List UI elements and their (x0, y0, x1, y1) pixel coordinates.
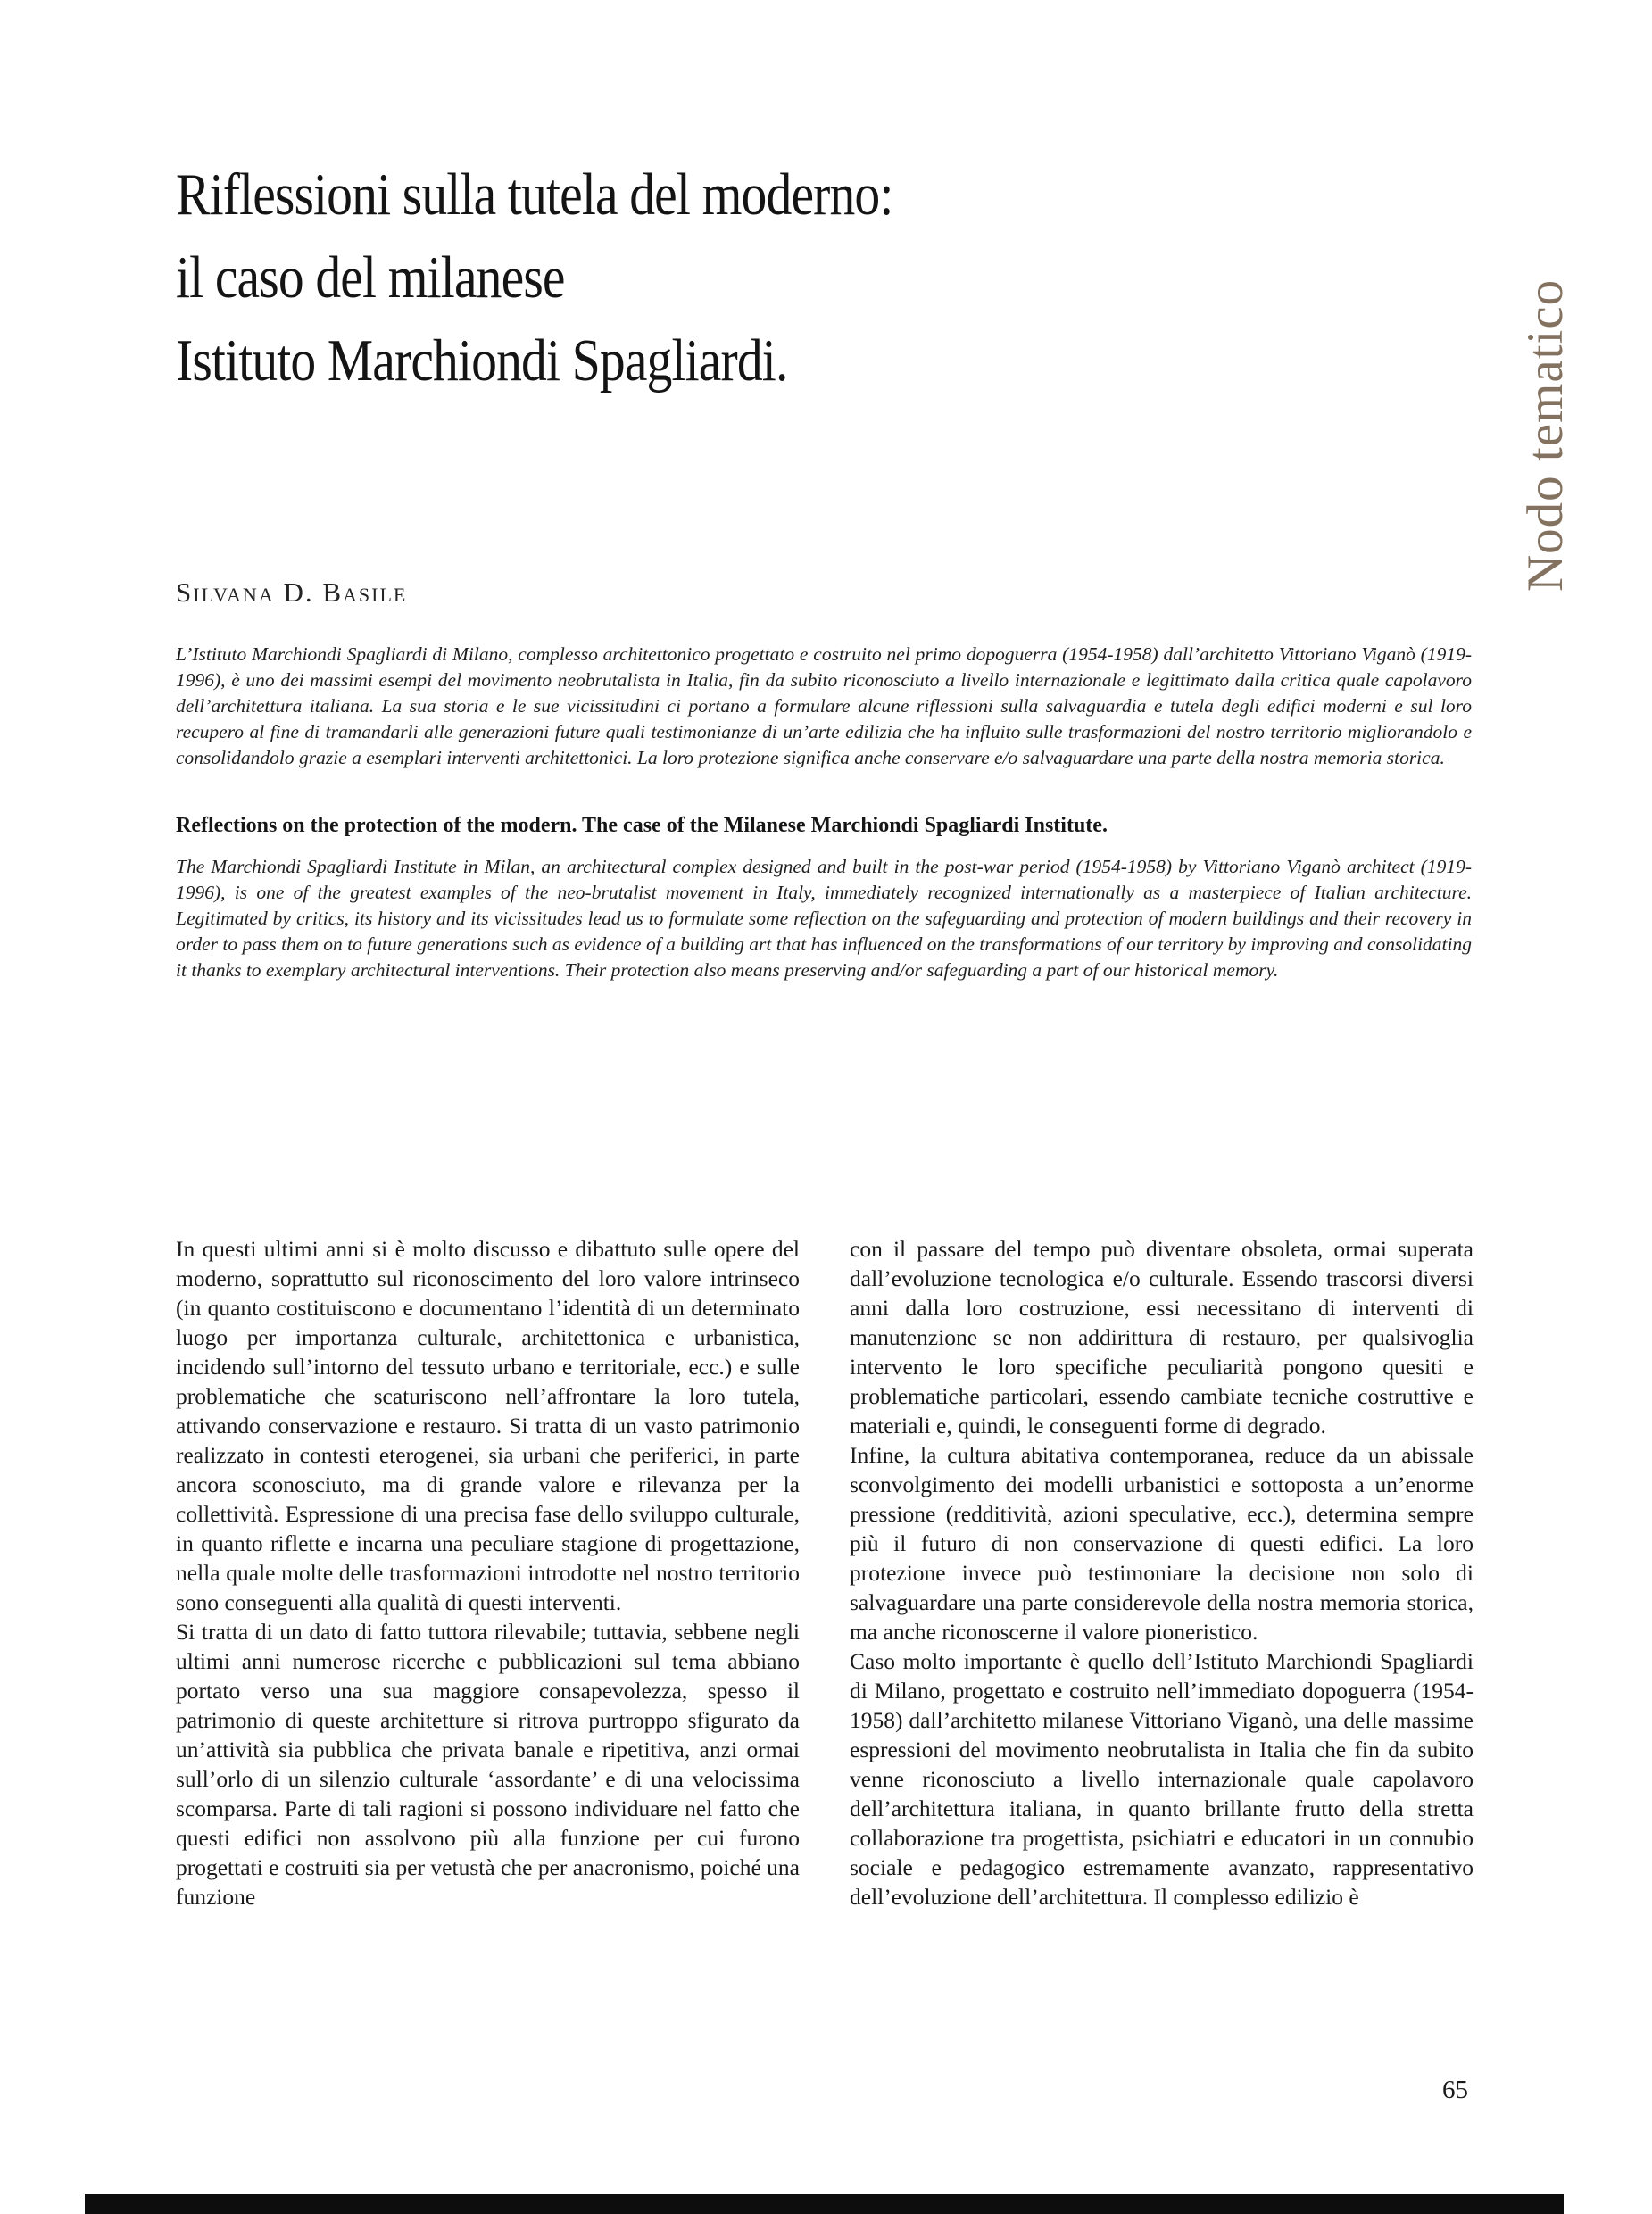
page-number: 65 (1442, 2076, 1468, 2104)
body-column-right (850, 1234, 1474, 1911)
title-line-2: il caso del milanese (176, 245, 565, 311)
abstract-english: The Marchiondi Spagliardi Institute in Milan, an architectural complex designed and built in the post-war period (1954-1958) by Vittoriano Viganò architect (1919-1996), is one of the greatest examples of the neo-brutalist movement in Italy, immediately recognized internationally as a masterpiece of Italian architecture. Legitimated by critics, its history and its vicissitudes lead us to formulate some reflection on the safeguarding and protection of modern buildings and their recovery in order to pass them on to future generations such as evidence of a building art that has influenced on the transformations of our territory by improving and consolidating it thanks to exemplary architectural interventions. Their protection also means preserving and/or safeguarding a part of our historical memory. (176, 856, 1472, 981)
abstract-italian: L’Istituto Marchiondi Spagliardi di Milano, complesso architettonico progettato e costruito nel primo dopoguerra (1954-1958) dall’architetto Vittoriano Viganò (1919-1996), è uno dei massimi esempi del movimento neobrutalista in Italia, fin da subito riconosciuto a livello internazionale e legittimato dalla critica quale capolavoro dell’architettura italiana. La sua storia e le sue vicissitudini ci portano a formulare alcune riflessioni sulla salvaguardia e tutela degli edifici moderni e sul loro recupero al fine di tramandarli alle generazioni future quali testimonianze di un’arte edilizia che ha influito sulle trasformazioni del nostro territorio migliorandolo e consolidandolo grazie a esemplari interventi architettonici. La loro protezione significa anche conservare e/o salvaguardare una parte della nostra memoria storica. (176, 643, 1472, 768)
english-heading: Reflections on the protection of the modern. The case of the Milanese Marchiondi Spagliardi Institute. (176, 814, 1108, 837)
body-column-left (176, 1234, 800, 1911)
title-line-3: Istituto Marchiondi Spagliardi. (176, 328, 788, 394)
article-title (176, 153, 893, 402)
title-line-1: Riflessioni sulla tutela del moderno: (176, 162, 893, 228)
author-name: Silvana D. Basile (176, 576, 408, 608)
body-paragraph: Si tratta di un dato di fatto tuttora rilevabile; tuttavia, sebbene negli ultimi anni numerose ricerche e pubblicazioni sul tema abbiano portato verso una sua maggiore consapevolezza, spesso il patrimonio di queste architetture si ritrova purtroppo sfigurato da un’attività sia pubblica che privata banale e ripetitiva, anzi ormai sull’orlo di un silenzio culturale ‘assordante’ e di una velocissima scomparsa. Parte di tali ragioni si possono individuare nel fatto che questi edifici non assolvono più alla funzione per cui furono progettati e costruiti sia per vetustà che per anacronismo, poiché una funzione (176, 1619, 800, 1910)
body-paragraph: Caso molto importante è quello dell’Istituto Marchiondi Spagliardi di Milano, progettato e costruito nell’immediato dopoguerra (1954-1958) dall’architetto milanese Vittoriano Viganò, una delle massime espressioni del movimento neobrutalista in Italia che fin da subito venne riconosciuto a livello internazionale quale capolavoro dell’architettura italiana, in quanto brillante frutto della stretta collaborazione tra progettista, psichiatri e educatori in un connubio sociale e pedagogico estremamente avanzato, rappresentativo dell’evoluzione dell’architettura. Il complesso edilizio è (850, 1648, 1474, 1910)
body-paragraph: In questi ultimi anni si è molto discusso e dibattuto sulle opere del moderno, soprattutto sul riconoscimento del loro valore intrinseco (in quanto costituiscono e documentano l’identità di un determinato luogo per importanza culturale, architettonica e urbanistica, incidendo sull’intorno del tessuto urbano e territoriale, ecc.) e sulle problematiche che scaturiscono nell’affrontare la loro tutela, attivando conservazione e restauro. Si tratta di un vasto patrimonio realizzato in contesti eterogenei, sia urbani che periferici, in parte ancora sconosciuto, ma di grande valore e rilevanza per la collettività. Espressione di una precisa fase dello sviluppo culturale, in quanto riflette e incarna una peculiare stagione di progettazione, nella quale molte delle trasformazioni introdotte nel nostro territorio sono conseguenti alla qualità di questi interventi. (176, 1236, 800, 1615)
body-paragraph: con il passare del tempo può diventare obsoleta, ormai superata dall’evoluzione tecnologica e/o culturale. Essendo trascorsi diversi anni dalla loro costruzione, essi necessitano di interventi di manutenzione se non addirittura di restauro, per qualsivoglia intervento le loro specifiche peculiarità pongono quesiti e problematiche particolari, essendo cambiate tecniche costruttive e materiali e, quindi, le conseguenti forme di degrado. (850, 1236, 1474, 1439)
footer-rule (85, 2194, 1564, 2214)
body-paragraph: Infine, la cultura abitativa contemporanea, reduce da un abissale sconvolgimento dei modelli urbanistici e sottoposta a un’enorme pressione (redditività, azioni speculative, ecc.), determina sempre più il futuro di non conservazione di questi edifici. La loro protezione invece può testimoniare la decisione non solo di salvaguardare una parte considerevole della nostra memoria storica, ma anche riconoscerne il valore pioneristico. (850, 1442, 1474, 1645)
section-label-vertical: Nodo tematico (1517, 278, 1573, 592)
